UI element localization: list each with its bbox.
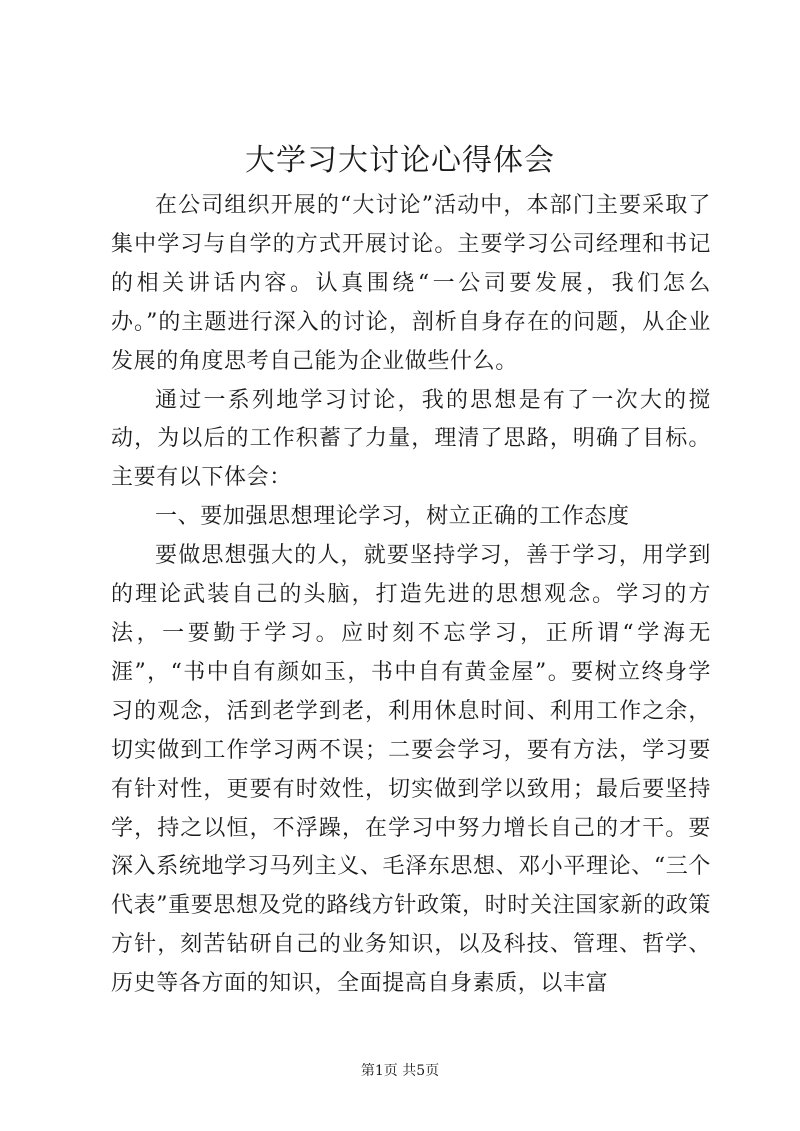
paragraph-intro: 在公司组织开展的“大讨论”活动中，本部门主要采取了集中学习与自学的方式开展讨论。主要学习公司经理和书记的相关讲话内容。认真围绕“一公司要发展，我们怎么办。”的主题进行深入的讨论，剖析自身存在的问题，从企业发展的角度思考自己能为企业做些什么。 bbox=[111, 193, 711, 374]
paragraph-summary: 通过一系列地学习讨论，我的思想是有了一次大的搅动，为以后的工作积蓄了力量，理清了思路，明确了目标。主要有以下体会： bbox=[111, 387, 711, 491]
paragraph-section-1: 要做思想强大的人，就要坚持学习，善于学习，用学到的理论武装自己的头脑，打造先进的思想观念。学习的方法，一要勤于学习。应时刻不忘学习，正所谓“学海无涯”，“书中自有颜如玉，书中自有黄金屋”。要树立终身学习的观念，活到老学到老，利用休息时间、利用工作之余，切实做到工作学习两不误；二要会学习，要有方法，学习要有针对性，更要有时效性，切实做到学以致用；最后要坚持学，持之以恒，不浮躁，在学习中努力增长自己的才干。要深入系统地学习马列主义、毛泽东思想、邓小平理论、“三个代表”重要思想及党的路线方针政策，时时关注国家新的政策方针，刻苦钻研自己的业务知识，以及科技、管理、哲学、历史等各方面的知识，全面提高自身素质，以丰富 bbox=[111, 543, 711, 997]
document-body bbox=[111, 187, 711, 1004]
section-heading-1: 一、要加强思想理论学习，树立正确的工作态度 bbox=[155, 504, 630, 530]
document-title: 大学习大讨论心得体会 bbox=[245, 143, 555, 178]
page-number-footer: 第1页 共5页 bbox=[360, 1063, 440, 1079]
